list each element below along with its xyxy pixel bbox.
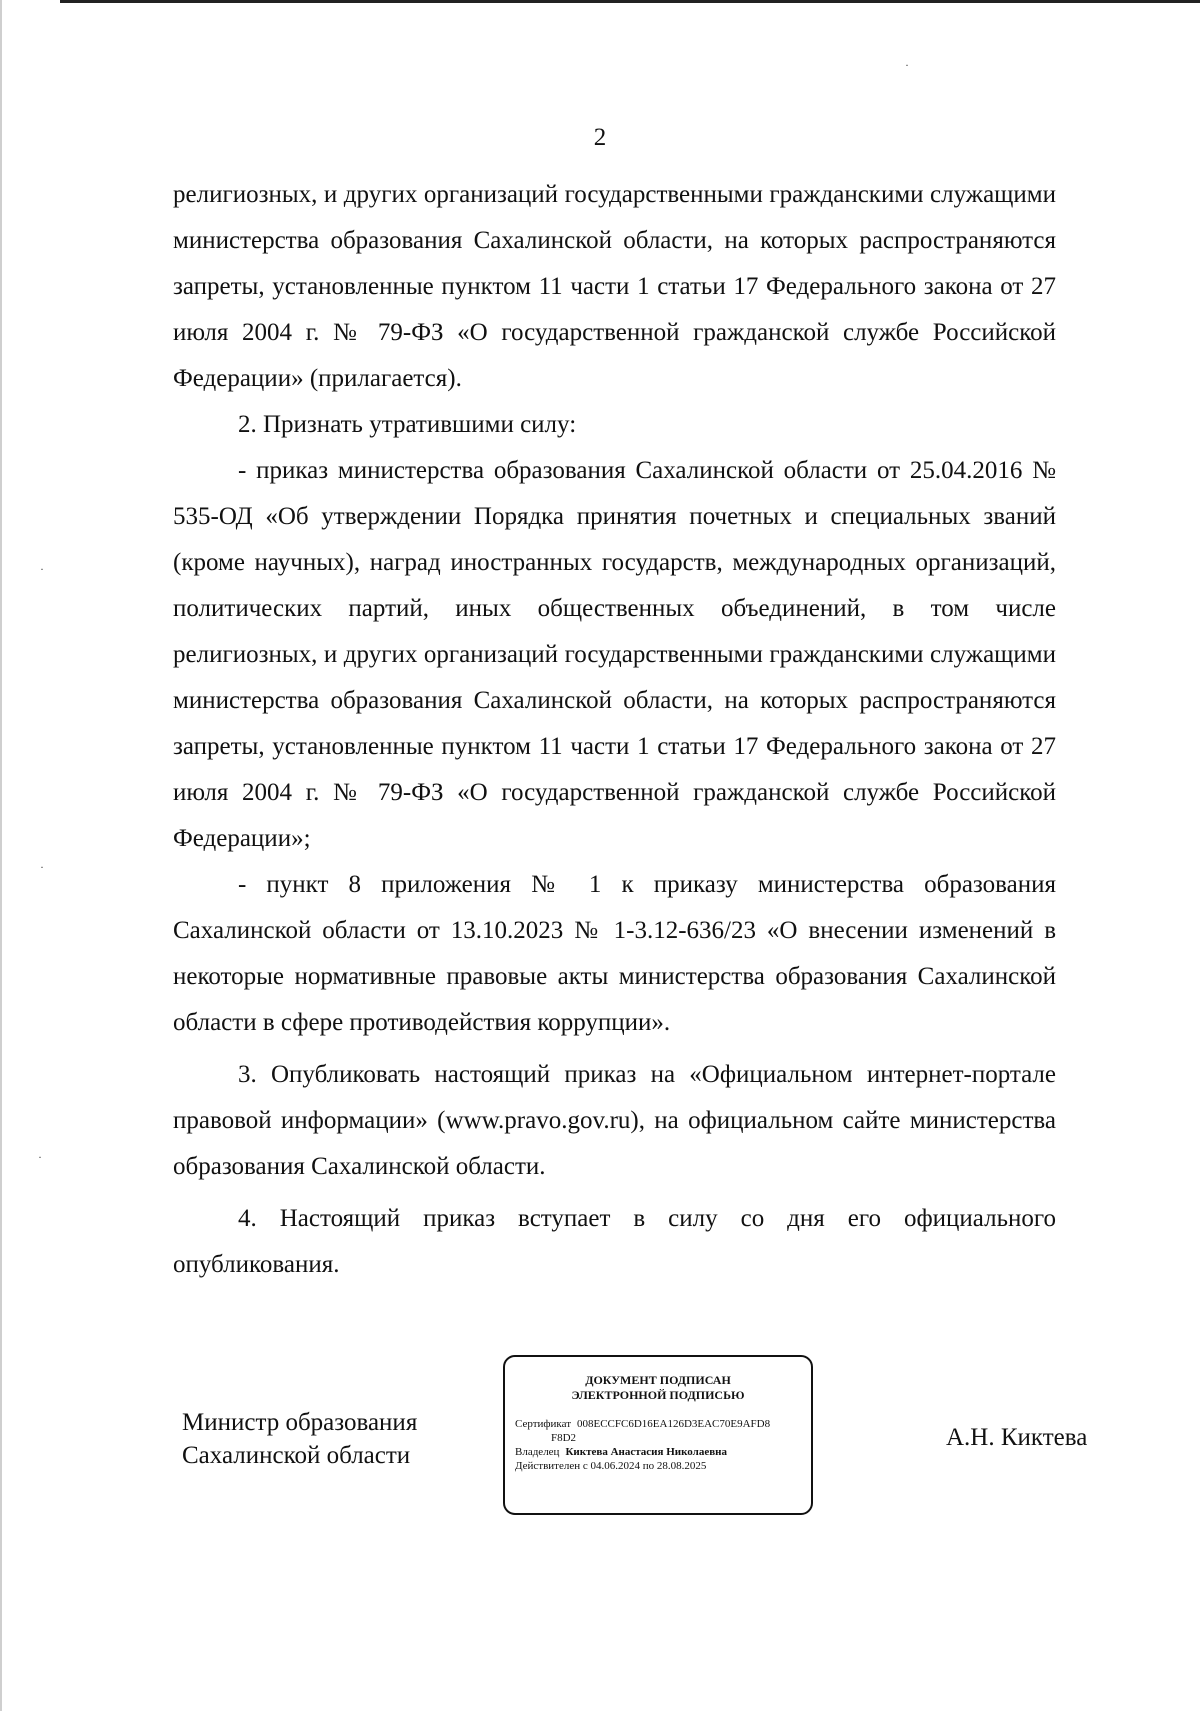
paragraph-continuation: религиозных, и других организаций государственными гражданскими служащими министерства образования Сахалинской области, на которых распространяются запреты, установленные пунктом 11 части 1 статьи 17 Федерального закона от 27 июля 2004 г. № 79-ФЗ «О государственной гражданской службе Российской Федерации» (прилагается). (173, 181, 1056, 392)
stamp-certificate-label: Сертификат (515, 1418, 571, 1430)
stamp-header-line-1: ДОКУМЕНТ ПОДПИСАН (585, 1373, 731, 1387)
paragraph-repealed-order: - приказ министерства образования Сахалинской области от 25.04.2016 № 535-ОД «Об утверждении Порядка принятия почетных и специальных званий (кроме научных), наград иностранных государств, международных организаций, политических партий, иных общественных объединений, в том числе религиозных, и других организаций государственными гражданскими служащими министерства образования Сахалинской области, на которых распространяются запреты, установленные пунктом 11 части 1 статьи 17 Федерального закона от 27 июля 2004 г. № 79-ФЗ «О государственной гражданской службе Российской Федерации»; (173, 457, 1056, 852)
scan-speck: · (40, 562, 44, 576)
signer-position (182, 1406, 417, 1472)
signer-position-line-2: Сахалинской области (182, 1442, 411, 1469)
stamp-owner (515, 1445, 801, 1459)
signer-position-line-1: Министр образования (182, 1409, 418, 1436)
signer-name: А.Н. Киктева (946, 1424, 1088, 1451)
stamp-header (505, 1373, 811, 1403)
stamp-header-line-2: ЭЛЕКТРОННОЙ ПОДПИСЬЮ (571, 1388, 745, 1402)
scan-speck: · (40, 860, 44, 874)
scan-speck: · (38, 1150, 42, 1164)
top-rule (60, 0, 1200, 3)
stamp-certificate-value: 008ECCFC6D16EA126D3EAC70E9AFD8 (577, 1418, 771, 1430)
page-number: 2 (593, 124, 607, 151)
paragraph-item-2: 2. Признать утратившими силу: (238, 411, 577, 438)
stamp-certificate (515, 1417, 801, 1431)
stamp-details (505, 1403, 811, 1473)
stamp-certificate-value-cont: F8D2 (551, 1432, 577, 1444)
signature-block (0, 1350, 1200, 1530)
paragraph-item-3: 3. Опубликовать настоящий приказ на «Официальном интернет-портале правовой информации» (www.pravo.gov.ru), на официальном сайте министерства образования Сахалинской области. (173, 1061, 1056, 1180)
paragraph-item-4: 4. Настоящий приказ вступает в силу со дня его официального опубликования. (173, 1205, 1056, 1278)
stamp-owner-value: Киктева Анастасия Николаевна (565, 1446, 727, 1458)
scan-speck: · (905, 58, 909, 72)
paragraph-repealed-clause: - пункт 8 приложения № 1 к приказу министерства образования Сахалинской области от 13.10.2023 № 1-3.12-636/23 «О внесении изменений в некоторые нормативные правовые акты министерства образования Сахалинской области в сфере противодействия коррупции». (173, 871, 1056, 1036)
stamp-validity: Действителен с 04.06.2024 по 28.08.2025 (515, 1460, 707, 1472)
document-body (173, 172, 1056, 1288)
electronic-signature-stamp (503, 1355, 813, 1515)
stamp-owner-label: Владелец (515, 1446, 560, 1458)
